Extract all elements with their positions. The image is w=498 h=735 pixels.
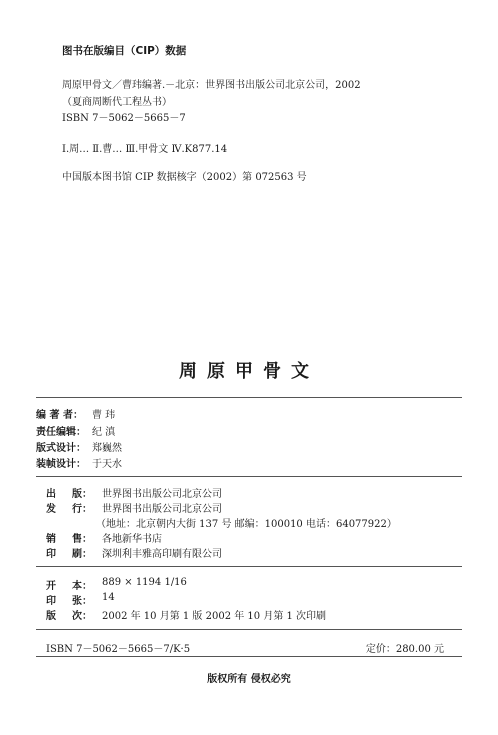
credit-row bbox=[36, 406, 115, 421]
distributor-value: 世界图书出版公司北京公司 bbox=[102, 504, 222, 515]
cip-isbn-line: ISBN 7－5062－5665－7 bbox=[62, 113, 186, 124]
divider-rule bbox=[36, 566, 462, 567]
divider-rule bbox=[36, 397, 462, 398]
cip-record-number: 中国版本图书馆 CIP 数据核字（2002）第 072563 号 bbox=[62, 172, 307, 183]
sales-label: 销 售： bbox=[46, 534, 92, 545]
edition-label: 版 次： bbox=[46, 611, 92, 622]
credit-label: 编 著 者： bbox=[36, 410, 83, 421]
divider-rule bbox=[36, 656, 462, 657]
credit-value: 曹 玮 bbox=[92, 410, 116, 421]
credit-label: 装帧设计： bbox=[36, 459, 86, 470]
cip-entry-line: 周原甲骨文／曹玮编著.－北京：世界图书出版公司北京公司，2002 bbox=[62, 80, 361, 91]
cip-classification: Ⅰ.周… Ⅱ.曹… Ⅲ.甲骨文 Ⅳ.K877.14 bbox=[62, 144, 228, 155]
format-value: 889 × 1194 1/16 bbox=[102, 577, 187, 588]
address-row bbox=[96, 515, 397, 530]
sheets-value: 14 bbox=[102, 592, 115, 603]
credit-row bbox=[36, 439, 122, 454]
credit-row bbox=[36, 455, 122, 470]
printer-value: 深圳利丰雅高印刷有限公司 bbox=[102, 549, 222, 560]
printer-row bbox=[46, 545, 222, 560]
sales-row bbox=[46, 530, 162, 545]
publisher-label: 出 版： bbox=[46, 489, 92, 500]
credit-label: 版式设计： bbox=[36, 443, 86, 454]
publisher-value: 世界图书出版公司北京公司 bbox=[102, 489, 222, 500]
copyright-notice: 版权所有 侵权必究 bbox=[207, 674, 291, 685]
credit-row bbox=[36, 423, 115, 438]
isbn-code: ISBN 7－5062－5665－7/K·5 bbox=[46, 644, 191, 655]
format-row bbox=[46, 577, 187, 592]
sheets-label: 印 张： bbox=[46, 596, 92, 607]
format-label: 开 本： bbox=[46, 581, 92, 592]
book-title: 周原甲骨文 bbox=[179, 361, 319, 382]
cip-heading: 图书在版编目（CIP）数据 bbox=[62, 45, 187, 57]
divider-rule bbox=[36, 476, 462, 477]
cip-series-line: （夏商周断代工程丛书） bbox=[62, 97, 172, 108]
credit-value: 郑巍然 bbox=[92, 443, 122, 454]
distributor-label: 发 行： bbox=[46, 504, 92, 515]
address-value: （地址：北京朝内大街 137 号 邮编：100010 电话：64077922） bbox=[96, 519, 397, 530]
credit-label: 责任编辑： bbox=[36, 427, 86, 438]
credit-value: 于天水 bbox=[92, 459, 122, 470]
edition-value: 2002 年 10 月第 1 版 2002 年 10 月第 1 次印刷 bbox=[102, 611, 327, 622]
printer-label: 印 刷： bbox=[46, 549, 92, 560]
publisher-row bbox=[46, 485, 222, 500]
sales-value: 各地新华书店 bbox=[102, 534, 162, 545]
divider-rule bbox=[36, 629, 462, 630]
credit-value: 纪 滇 bbox=[92, 427, 116, 438]
edition-row bbox=[46, 607, 326, 622]
distributor-row bbox=[46, 500, 222, 515]
sheets-row bbox=[46, 592, 115, 607]
price: 定价：280.00 元 bbox=[365, 644, 444, 655]
